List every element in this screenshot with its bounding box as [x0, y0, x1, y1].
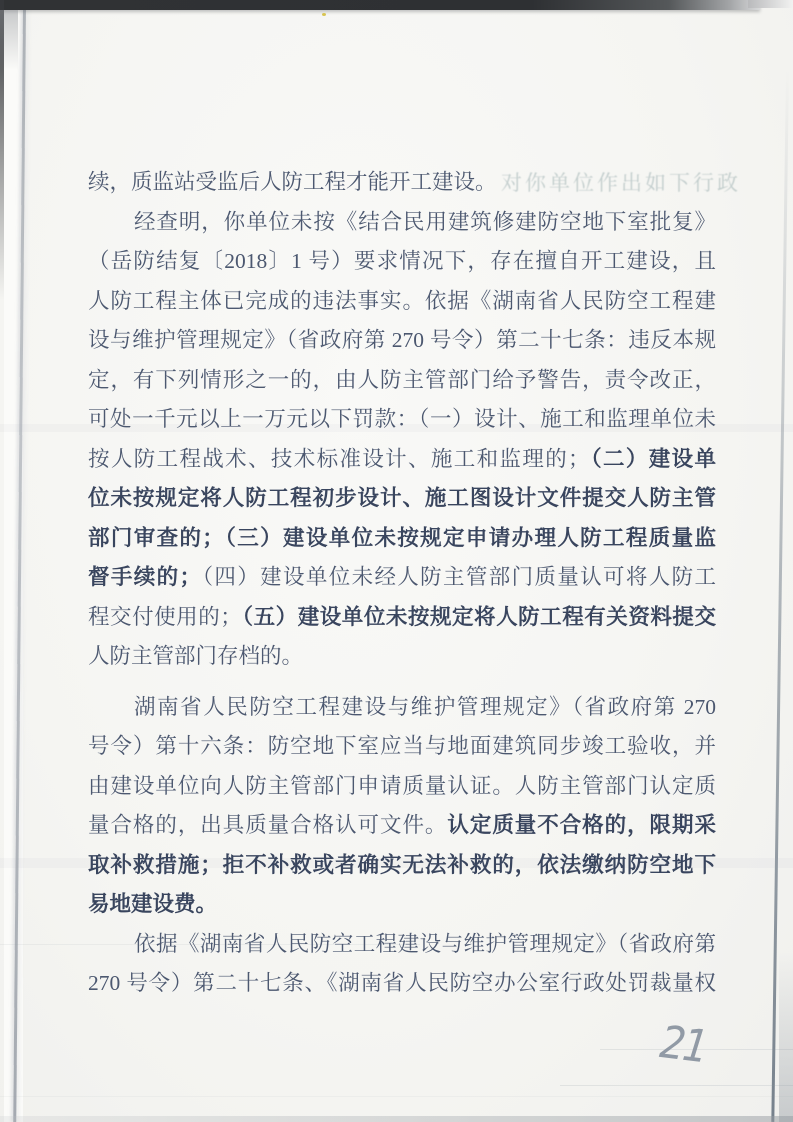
text-segment: 定，有下列情形之一的，由人防主管部门给予警告，责令改正， — [88, 367, 716, 392]
text-segment: 人防主管部门存档的。 — [88, 644, 304, 668]
text-segment: 经查明，你单位未按《结合民用建筑修建防空地下室批复》 — [134, 209, 716, 234]
handwritten-page-number: 21 — [652, 1017, 713, 1073]
text-line — [88, 519, 716, 559]
bleed-through-text: 对你单位作出如下行政 — [501, 171, 741, 195]
text-segment: （四）建设单位未经人防主管部门质量认可将人防工 — [200, 565, 716, 589]
text-segment: 按人防工程战术、技术标准设计、施工和监理的； — [88, 446, 590, 471]
text-line — [88, 400, 716, 440]
text-segment: 号令）第十六条：防空地下室应当与地面建筑同步竣工验收，并 — [88, 734, 716, 758]
text-segment: 程交付使用的； — [88, 604, 242, 629]
text-segment: 位未按规定将人防工程初步设计、施工图设计文件提交人防主管 — [88, 486, 716, 510]
text-segment: 易地建设费。 — [88, 892, 218, 916]
text-segment: 依据《湖南省人民防空工程建设与维护管理规定》（省政府第 — [134, 931, 716, 956]
text-segment: （二）建设单 — [589, 446, 716, 471]
text-segment: （岳防结复〔2018〕1 号）要求情况下，存在擅自开工建设，且 — [88, 249, 716, 273]
scanner-edge-top-fade — [748, 0, 793, 8]
text-line — [88, 964, 716, 1004]
text-line — [88, 163, 716, 203]
text-segment: 270 号令）第二十七条、《湖南省人民防空办公室行政处罚裁量权 — [88, 971, 716, 995]
text-line — [88, 727, 716, 767]
text-line — [88, 767, 716, 807]
text-segment: 可处一千元以上一万元以下罚款：（一）设计、施工和监理单位未 — [88, 407, 716, 431]
text-line — [88, 846, 716, 886]
text-segment: 量合格的，出具质量合格认可文件。 — [88, 813, 448, 837]
text-line — [88, 282, 716, 322]
text-line — [88, 637, 716, 677]
text-line — [88, 321, 716, 361]
text-line — [88, 806, 716, 846]
scan-line-artifact — [560, 1085, 793, 1086]
text-segment: 部门审查的；（三）建设单位未按规定申请办理人防工程质量监 — [88, 525, 716, 550]
text-line — [88, 558, 716, 598]
corner-shadow — [0, 10, 18, 70]
document-body — [88, 163, 716, 1004]
text-line — [88, 688, 716, 728]
text-line — [88, 440, 716, 480]
text-line — [88, 598, 716, 638]
text-line — [88, 242, 716, 282]
page-edge-bottom — [0, 1116, 793, 1122]
text-segment: 湖南省人民防空工程建设与维护管理规定》（省政府第 270 — [134, 694, 716, 719]
text-segment: 认定质量不合格的，限期采 — [447, 813, 716, 837]
text-segment: （五）建设单位未按规定将人防工程有关资料提交 — [241, 604, 716, 629]
text-segment: 设与维护管理规定》（省政府第 270 号令）第二十七条：违反本规 — [88, 328, 716, 352]
text-line — [88, 203, 716, 243]
text-line — [88, 479, 716, 519]
text-segment: 续，质监站受监后人防工程才能开工建设。 — [88, 170, 497, 194]
text-segment: 人防工程主体已完成的违法事实。依据《湖南省人民防空工程建 — [88, 288, 716, 313]
text-segment: 由建设单位向人防主管部门申请质量认证。人防主管部门认定质 — [88, 773, 716, 798]
scanner-edge-top — [0, 0, 760, 10]
text-segment: 督手续的； — [88, 565, 201, 589]
text-segment: 取补救措施；拒不补救或者确实无法补救的，依法缴纳防空地下 — [88, 852, 716, 877]
text-line — [88, 925, 716, 965]
text-line — [88, 361, 716, 401]
scan-line-artifact — [0, 1096, 793, 1097]
scan-speck — [322, 13, 326, 16]
text-line — [88, 885, 716, 925]
